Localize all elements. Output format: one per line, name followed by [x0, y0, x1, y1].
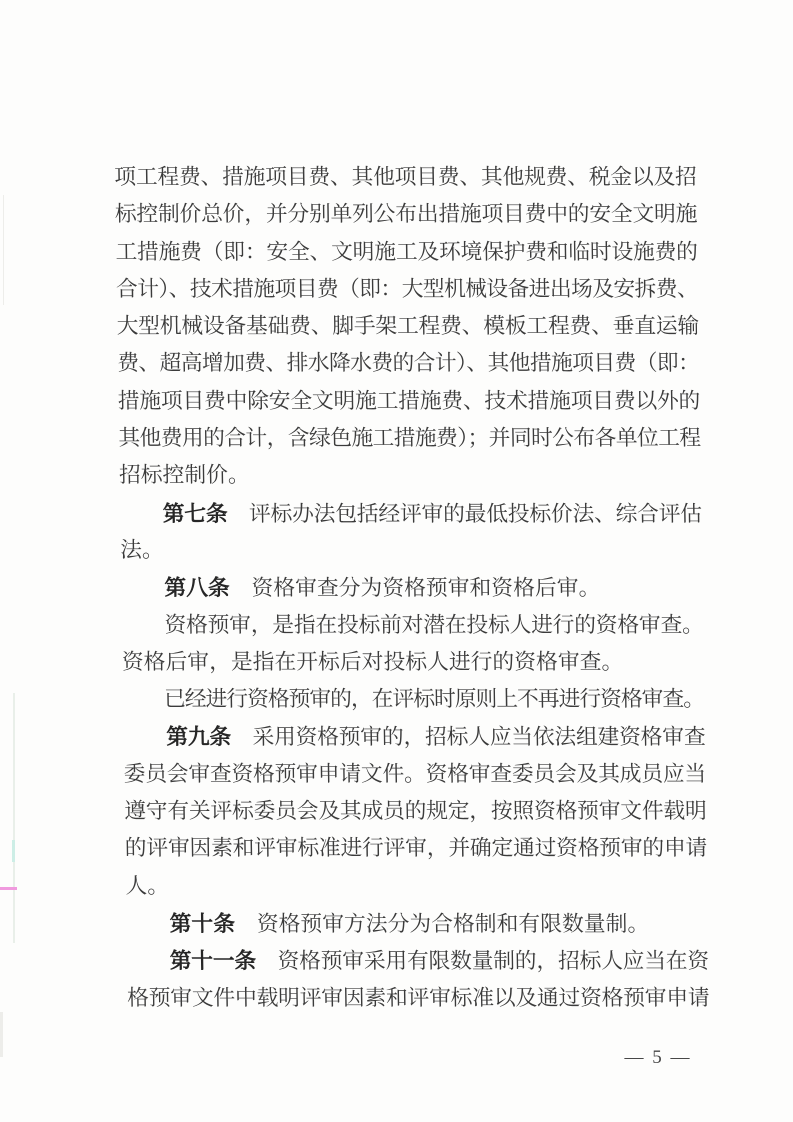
text-segment: 人。 — [125, 873, 170, 898]
text-segment: 措施项目费中除安全文明施工措施费、技术措施项目费以外的 — [117, 388, 701, 413]
text-segment: 合计）、技术措施项目费（即：大型机械设备进出场及安拆费、 — [115, 276, 699, 301]
text-line — [124, 793, 708, 830]
text-line — [125, 830, 709, 867]
text-line — [116, 271, 700, 308]
text-line — [118, 420, 702, 457]
text-segment: 工措施费（即：安全、文明施工及环境保护费和临时设施费的 — [115, 239, 698, 264]
text-segment: 已经进行资格预审的，在评标时原则上不再进行资格审查。 — [122, 687, 705, 712]
text-segment: 资格预审采用有限数量制的，招标人应当在资 — [255, 949, 710, 974]
text-line — [126, 942, 710, 979]
text-segment: 法。 — [119, 537, 164, 562]
article-number: 第七条 — [162, 500, 228, 526]
text-segment: 评标办法包括经评审的最低投标价法、综合评估 — [227, 501, 703, 526]
text-segment: 资格后审，是指在开标后对投标人进行的资格审查。 — [121, 649, 624, 674]
scan-vertical-line — [13, 693, 15, 943]
text-segment — [123, 725, 167, 749]
text-line — [116, 308, 700, 345]
text-segment: 其他费用的合计，含绿色施工措施费）；并同时公布各单位工程 — [118, 426, 701, 451]
text-segment: 招标控制价。 — [118, 463, 250, 488]
text-line — [115, 196, 699, 233]
text-line — [114, 159, 698, 196]
text-line — [119, 457, 703, 494]
text-segment: 的评审因素和评审标准进行评审，并确定通过资格预审的申请 — [124, 836, 708, 861]
article-number: 第十一条 — [169, 948, 257, 974]
text-line — [121, 607, 705, 644]
text-segment: 费、超高增加费、排水降水费的合计）、其他措施项目费（即： — [117, 351, 700, 376]
text-line — [115, 234, 699, 271]
text-line — [123, 756, 707, 793]
scan-edge-shadow-bottom — [0, 1012, 3, 1057]
scan-edge-shadow-top — [3, 195, 4, 305]
article-number: 第八条 — [164, 575, 230, 601]
text-segment — [126, 912, 170, 936]
article-number: 第十条 — [169, 910, 236, 936]
scan-cyan-tick — [12, 840, 15, 862]
text-line — [117, 345, 701, 382]
text-segment: 资格审查分为资格预审和资格后审。 — [229, 576, 601, 601]
text-line — [125, 868, 709, 905]
text-segment: 委员会审查资格预审申请文件。资格审查委员会及其成员应当 — [123, 761, 707, 786]
document-body — [114, 159, 710, 1017]
text-line — [120, 532, 704, 569]
text-segment: 遵守有关评标委员会及其成员的规定，按照资格预审文件载明 — [124, 799, 707, 824]
text-segment: 大型机械设备基础费、脚手架工程费、模板工程费、垂直运输 — [116, 314, 700, 339]
text-segment: 格预审文件中载明评审因素和评审标准以及通过资格预审申请 — [126, 985, 710, 1010]
article-number: 第九条 — [166, 724, 232, 750]
text-segment: 资格预审方法分为合格制和有限数量制。 — [234, 911, 650, 936]
text-line — [120, 569, 704, 606]
text-segment — [119, 502, 163, 526]
text-line — [123, 718, 707, 755]
text-line — [122, 644, 706, 681]
text-line — [122, 681, 706, 718]
text-segment: 采用资格预审的，招标人应当依法组建资格审查 — [230, 725, 706, 750]
page-number: — 5 — — [624, 1047, 692, 1068]
text-segment: 项工程费、措施项目费、其他项目费、其他规费、税金以及招 — [114, 165, 697, 189]
text-segment: 资格预审，是指在投标前对潜在投标人进行的资格审查。 — [121, 612, 704, 637]
text-line — [119, 495, 703, 532]
text-segment — [126, 949, 170, 973]
text-segment — [121, 576, 165, 600]
text-line — [118, 383, 702, 420]
text-segment: 标控制价总价，并分别单列公布出措施项目费中的安全文明施 — [114, 202, 698, 227]
text-line — [126, 905, 710, 942]
scan-pink-mark — [0, 887, 17, 890]
text-line — [127, 980, 711, 1017]
